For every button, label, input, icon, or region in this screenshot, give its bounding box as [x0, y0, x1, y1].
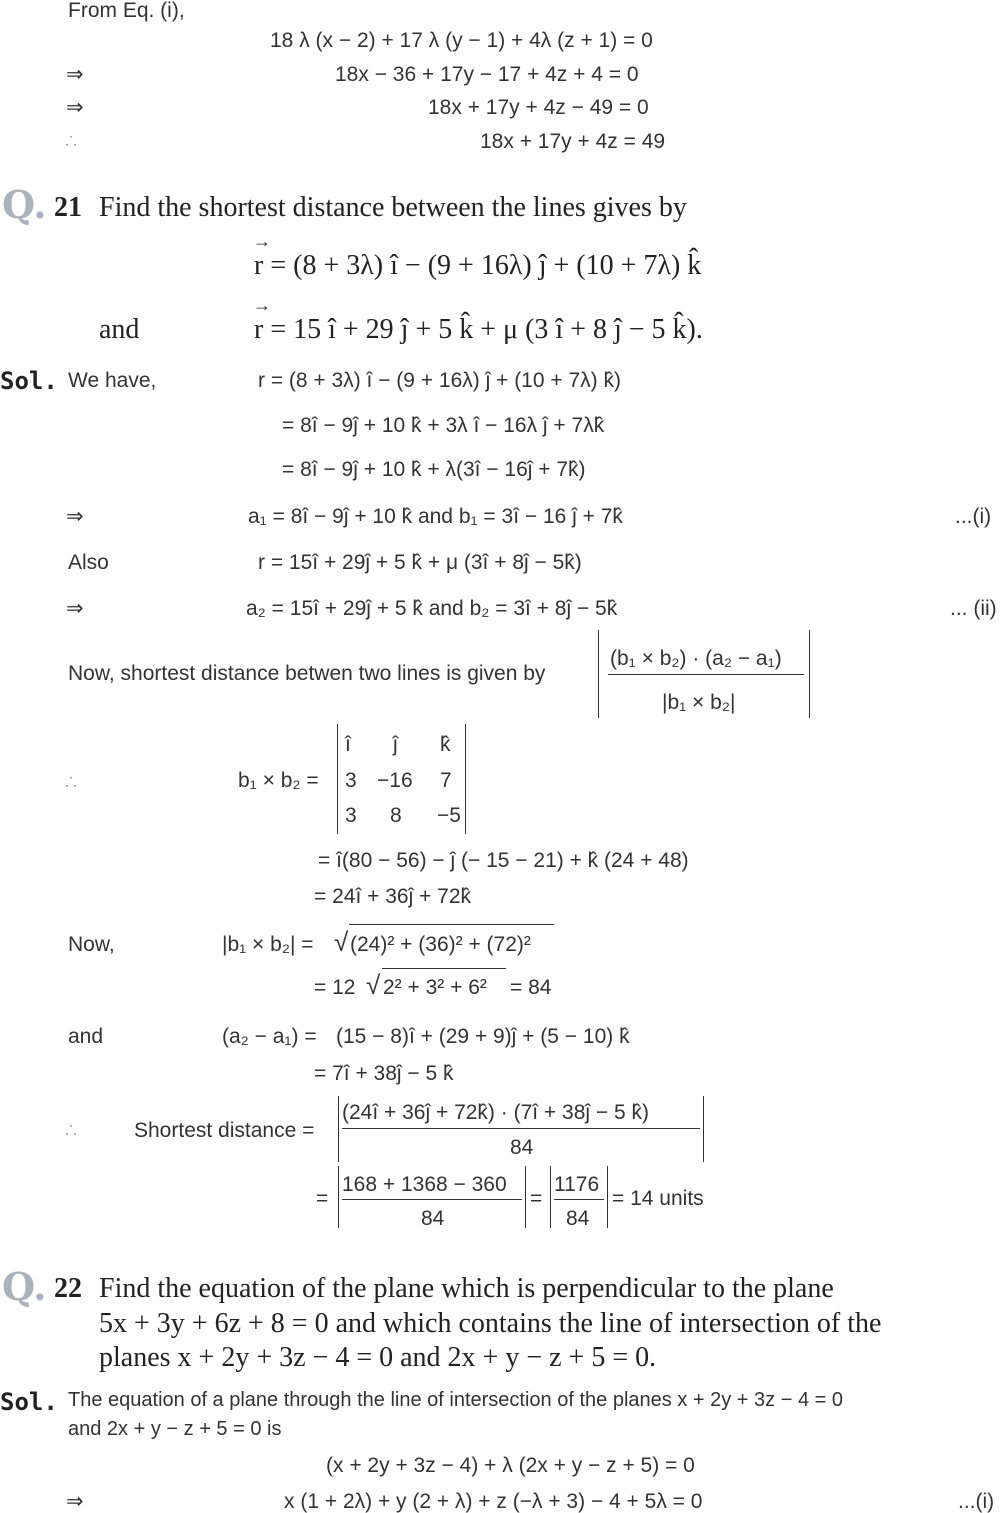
sd-numerator: (24î + 36ĵ + 72k̂) · (7î + 38ĵ − 5 k̂) [342, 1101, 649, 1124]
difference-lhs: (a₂ − a₁) = [222, 1025, 317, 1048]
solution-line: a₂ = 15î + 29ĵ + 5 k̂ and b₂ = 3î + 8ĵ − 5k̂ [246, 597, 618, 620]
fraction-line [554, 1199, 604, 1200]
det-cell: 3 [345, 804, 357, 827]
question-label: Q. [2, 182, 47, 227]
shortest-distance-label: Shortest distance = [134, 1119, 315, 1142]
final-result: = 14 units [612, 1187, 704, 1210]
radical-bar [382, 968, 506, 969]
solution-text: The equation of a plane through the line of intersection of the planes x + 2y + 3z − 4 = 0 [68, 1389, 843, 1411]
solution-line: = 8î − 9ĵ + 10 k̂ + λ(3î − 16ĵ + 7k̂) [282, 458, 586, 481]
final-denominator: 84 [566, 1207, 590, 1230]
line-equation-1: r = (8 + 3λ) î − (9 + 16λ) ĵ + (10 + 7λ) k̂ [254, 250, 702, 281]
formula-denominator: |b₁ × b₂| [662, 691, 736, 714]
now-text: Now, [68, 933, 115, 956]
solution-label: Sol. [0, 1388, 58, 1416]
question-text: 5x + 3y + 6z + 8 = 0 and which contains the line of intersection of the [99, 1308, 882, 1339]
fraction-line [608, 674, 804, 675]
det-cell: 3 [345, 769, 357, 792]
solution-line: = î(80 − 56) − ĵ (− 15 − 21) + k̂ (24 + 48) [318, 849, 689, 872]
question-number: 22 [54, 1273, 82, 1304]
question-label: Q. [2, 1264, 47, 1309]
equals-sign: = [316, 1187, 329, 1210]
from-eq-text: From Eq. (i), [68, 0, 185, 22]
vector-arrow: → [253, 295, 271, 315]
solution-line: x (1 + 2λ) + y (2 + λ) + z (−λ + 3) − 4 + 5λ = 0 [284, 1490, 703, 1513]
equation-tag: ...(i) [955, 505, 992, 528]
equation-line: 18x + 17y + 4z = 49 [480, 130, 666, 153]
solution-line: = 24î + 36ĵ + 72k̂ [314, 885, 472, 908]
sqrt-icon: √ [334, 927, 349, 957]
implies-symbol: ⇒ [66, 96, 84, 119]
implies-symbol: ⇒ [66, 505, 84, 528]
implies-symbol: ⇒ [66, 63, 84, 86]
line-equation-2: r = 15 î + 29 ĵ + 5 k̂ + μ (3 î + 8 ĵ − 5 k̂). [254, 314, 703, 345]
now-text: Now, shortest distance betwen two lines is given by [68, 662, 546, 685]
equation-line: 18 λ (x − 2) + 17 λ (y − 1) + 4λ (z + 1) = 0 [270, 29, 653, 52]
radicand: (24)² + (36)² + (72)² [350, 933, 531, 956]
cross-product-lhs: b₁ × b₂ = [238, 769, 319, 792]
magnitude-line: = 12 [314, 976, 356, 999]
equation-tag: ...(i) [958, 1490, 995, 1513]
radicand: 2² + 3² + 6² [383, 976, 487, 999]
radical-bar [349, 924, 554, 925]
therefore-symbol: ∴ [66, 1119, 80, 1142]
det-cell: ĵ [393, 733, 398, 756]
implies-symbol: ⇒ [66, 597, 84, 620]
det-cell: −5 [437, 804, 461, 827]
question-number: 21 [54, 192, 82, 223]
solution-text: and 2x + y − z + 5 = 0 is [68, 1418, 282, 1440]
det-cell: 7 [440, 769, 452, 792]
sd-denominator: 84 [510, 1136, 534, 1159]
sqrt-icon: √ [366, 970, 381, 1000]
solution-line: r = 15î + 29ĵ + 5 k̂ + μ (3î + 8ĵ − 5k̂) [258, 551, 582, 574]
question-text: planes x + 2y + 3z − 4 = 0 and 2x + y − z + 5 = 0. [99, 1342, 657, 1373]
solution-line: (15 − 8)î + (29 + 9)ĵ + (5 − 10) k̂ [336, 1025, 630, 1048]
solution-line: (x + 2y + 3z − 4) + λ (2x + y − z + 5) = 0 [326, 1454, 695, 1477]
therefore-symbol: ∴ [66, 771, 80, 794]
solution-line: r = (8 + 3λ) î − (9 + 16λ) ĵ + (10 + 7λ) k̂) [258, 369, 621, 392]
solution-line: a₁ = 8î − 9ĵ + 10 k̂ and b₁ = 3î − 16 ĵ + 7k̂ [248, 505, 623, 528]
final-numerator: 1176 [554, 1173, 600, 1196]
magnitude-result: = 84 [510, 976, 552, 999]
solution-label: Sol. [0, 367, 58, 395]
solution-line: = 8î − 9ĵ + 10 k̂ + 3λ î − 16λ ĵ + 7λk̂ [282, 414, 605, 437]
vector-arrow: → [253, 231, 271, 251]
equals-sign: = [530, 1187, 543, 1210]
therefore-symbol: ∴ [66, 130, 80, 153]
we-have-text: We have, [68, 369, 157, 392]
equation-tag: ... (ii) [950, 597, 997, 620]
and-text: and [68, 1025, 104, 1048]
det-cell: î [345, 733, 351, 756]
det-cell: k̂ [440, 733, 451, 756]
fraction-line [342, 1199, 522, 1200]
implies-symbol: ⇒ [66, 1490, 84, 1513]
fraction-line [342, 1128, 700, 1129]
det-cell: −16 [377, 769, 413, 792]
question-text: Find the shortest distance between the lines gives by [99, 192, 687, 223]
equation-line: 18x − 36 + 17y − 17 + 4z + 4 = 0 [335, 63, 639, 86]
solution-line: = 7î + 38ĵ − 5 k̂ [314, 1062, 454, 1085]
det-cell: 8 [390, 804, 402, 827]
and-word: and [99, 314, 140, 345]
magnitude-lhs: |b₁ × b₂| = [222, 933, 314, 956]
also-text: Also [68, 551, 109, 574]
final-denominator: 84 [421, 1207, 445, 1230]
formula-numerator: (b₁ × b₂) · (a₂ − a₁) [610, 647, 782, 670]
question-text: Find the equation of the plane which is perpendicular to the plane [99, 1273, 834, 1304]
equation-line: 18x + 17y + 4z − 49 = 0 [428, 96, 649, 119]
final-numerator: 168 + 1368 − 360 [342, 1173, 507, 1196]
